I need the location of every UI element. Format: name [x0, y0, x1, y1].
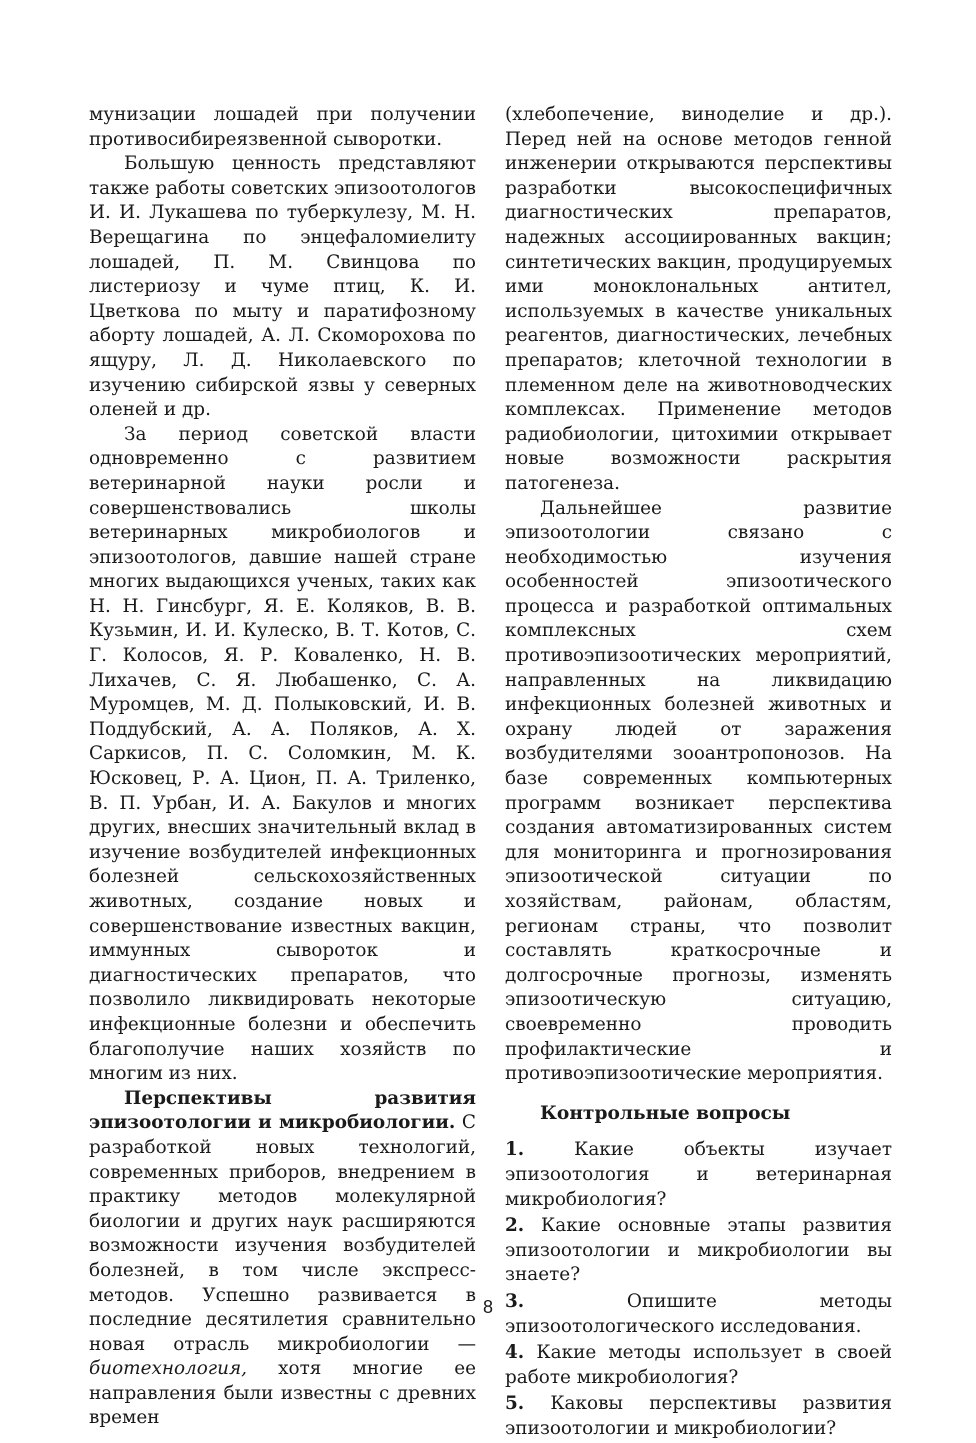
question-number: 1.	[505, 1139, 525, 1161]
question-1	[505, 1138, 892, 1212]
question-text: Какие объекты изучает эпизоотология и ветеринарная микробиология?	[505, 1139, 892, 1210]
section-title-inline: Перспективы развития эпизоотологии и микробиологии.	[89, 1087, 476, 1134]
paragraph-5: (хлебопечение, виноделие и др.). Перед ней на основе методов генной инженерии открываются перспективы разработки высокоспецифичных диагностических препаратов, надежных ассоциированных вакцин; синтетических вакцин, продуцируемых ими моноклональных антител, используемых в качестве уникальных реагентов, диагностических, лечебных препаратов; клеточной технологии в племенном деле на животноводческих комплексах. Применение методов радиобиологии, цитохимии открывает новые возможности раскрытия патогенеза.	[505, 104, 892, 494]
paragraph-2: Большую ценность представляют также работы советских эпизоотологов И. И. Лукашева по туберкулезу, М. Н. Верещагина по энцефаломиелиту лошадей, П. М. Свинцова по листериозу и чуме птиц, К. И. Цветкова по мыту и паратифозному аборту лошадей, А. Л. Скоморохова по ящуру, Л. Д. Николаевского по изучению сибирской язвы у северных оленей и др.	[89, 153, 476, 421]
question-number: 3.	[505, 1290, 525, 1312]
question-number: 4.	[505, 1342, 525, 1364]
paragraph-4	[89, 1087, 476, 1431]
question-2	[505, 1214, 892, 1288]
question-number: 2.	[505, 1215, 525, 1237]
right-column	[505, 103, 892, 1443]
paragraph-4-italic: биотехнология,	[89, 1358, 247, 1380]
question-4	[505, 1341, 892, 1390]
question-text: Какие методы использует в своей работе микробиология?	[505, 1342, 892, 1388]
section-heading: Контрольные вопросы	[540, 1102, 791, 1124]
paragraph-1: мунизации лошадей при получении противосибиреязвенной сыворотки.	[89, 104, 476, 150]
left-column	[89, 103, 476, 1431]
page-number: 8	[482, 1297, 493, 1317]
paragraph-4-text: С разработкой новых технологий, современных приборов, внедрением в практику методов молекулярной биологии и других наук расширяются возможности изучения возбудителей болезней, в том числе экспресс-методов. Успешно развивается в последние десятилетия сравнительно новая отрасль микробиологии —	[89, 1112, 477, 1355]
paragraph-6: Дальнейшее развитие эпизоотологии связано с необходимостью изучения особенностей эпизоотического процесса и разработкой оптимальных комплексных схем противоэпизоотических мероприятий, направленных на ликвидацию инфекционных болезней животных и охрану людей от заражения возбудителями зооантропонозов. На базе современных компьютерных программ возникает перспектива создания автоматизированных систем для мониторинга и прогнозирования эпизоотической ситуации по хозяйствам, районам, областям, регионам страны, что позволит составлять краткосрочные и долгосрочные прогнозы, изменять эпизоотическую ситуацию, своевременно проводить профилактические и противоэпизоотические мероприятия.	[505, 497, 892, 1085]
paragraph-3: За период советской власти одновременно с развитием ветеринарной науки росли и совершенствовались школы ветеринарных микробиологов и эпизоотологов, давшие нашей стране многих выдающихся ученых, таких как Н. Н. Гинсбург, Я. Е. Коляков, В. В. Кузьмин, И. И. Кулеско, В. Т. Котов, С. Г. Колосов, Я. Р. Коваленко, Н. В. Лихачев, С. Я. Любашенко, С. А. Муромцев, М. Д. Полыковский, И. В. Поддубский, А. А. Поляков, А. Х. Саркисов, П. С. Соломкин, М. К. Юсковец, Р. А. Цион, П. А. Триленко, В. П. Урбан, И. А. Бакулов и многих других, внесших значительный вклад в изучение возбудителей инфекционных болезней сельскохозяйственных животных, создание новых и совершенствование известных вакцин, иммунных сывороток и диагностических препаратов, что позволило ликвидировать некоторые инфекционные болезни и обеспечить благополучие наших хозяйств по многим из них.	[89, 423, 476, 1085]
paragraph-4-end: хотя многие ее направления были известны с древних времен	[89, 1358, 476, 1429]
question-number: 5.	[505, 1393, 525, 1415]
question-5	[505, 1392, 892, 1441]
question-text: Какие основные этапы развития эпизоотологии и микробиологии вы знаете?	[505, 1215, 892, 1286]
question-text: Опишите методы эпизоотологического исследования.	[505, 1290, 892, 1337]
question-text: Каковы перспективы развития эпизоотологии и микробиологии?	[505, 1393, 892, 1439]
